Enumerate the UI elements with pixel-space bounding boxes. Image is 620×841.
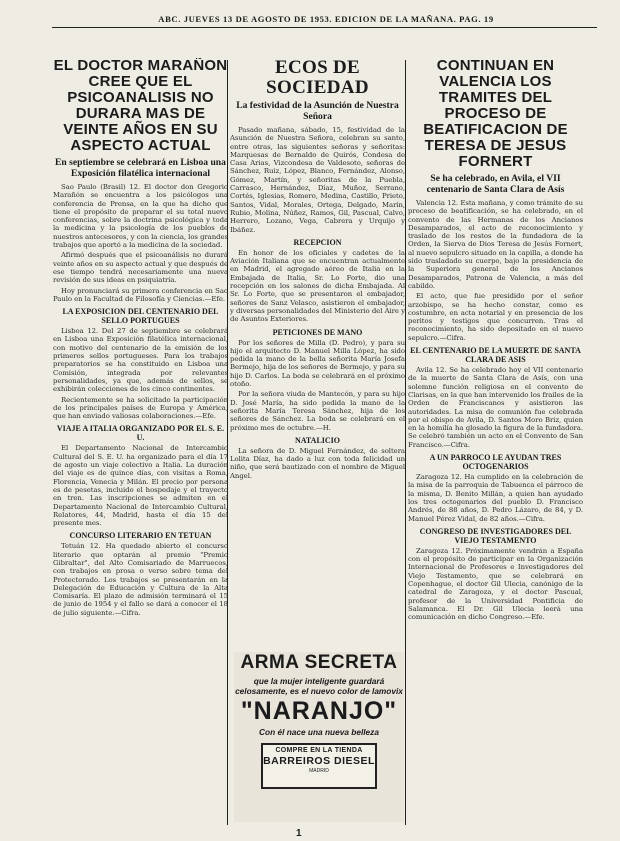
- article-paragraph: Zaragoza 12. Próximamente vendrán a España con el propósito de participar en la Organización Internacional de Profesores e Investigadores del Viejo Testamento, que se celebrará en Copenhague, el doctor Gil Ulecia, canónigo de la catedral de Zaragoza, y el doctor Pascual, profesor de la Universidad Pontificia de Salamanca. El Dr. Gil Ulecia leerá una comunicación en dicho Congreso.—Efe.: [408, 546, 583, 622]
- ad-badge-barreiros: [261, 743, 377, 789]
- headline-santa-clara: EL CENTENARIO DE LA MUERTE DE SANTA CLARA DE ASIS: [410, 346, 581, 365]
- headline-maranon: EL DOCTOR MARAÑON CREE QUE EL PSICOANALISIS NO DURARA MAS DE VEINTE AÑOS EN SU ASPECTO ACTUAL: [53, 58, 228, 154]
- article-paragraph: Valencia 12. Esta mañana, y como trámite de su proceso de beatificación, se ha celebrado, en el convento de las Hermanas de los Ancianos Desamparados, el acto de reconocimiento y traslado de los restos de la fundadora de la Orden, la Sierva de Dios Teresa de Jesús Fornert, al nuevo sepulcro situado en la capilla, a donde ha sido trasladado su cuerpo, bajo la presidencia de la Superiora general de los Ancianos Desamparados, Patrona de Valencia, a más del cabildo.: [408, 199, 583, 290]
- headline-peticiones: PETICIONES DE MANO: [272, 327, 363, 337]
- badge-sub: MADRID: [309, 768, 329, 774]
- column-left: [53, 58, 228, 828]
- article-paragraph: Hoy pronunciará su primera conferencia en Sao Paulo en la Facultad de Filosofía y Ciencias.—Efe.: [53, 286, 228, 303]
- column-right: [408, 58, 583, 828]
- running-head: ABC. JUEVES 13 DE AGOSTO DE 1953. EDICION DE LA MAÑANA. PAG. 19: [158, 14, 494, 24]
- article-paragraph: En honor de los oficiales y cadetes de la Aviación Italiana que se encuentran actualmente en Madrid, el agregado aéreo de Italia en la Embajada de Italia, Sr. Lo Forte, dio una recepción en los salones de dicha Embajada. Al Sr. Lo Forte, que se presentaron el embajador, señores de Sanz Velasco, asistieron el embajador, y diversas personalidades del Ministerio del Aire y de Asuntos Exteriores.: [230, 248, 405, 324]
- article-paragraph: Afirmó después que el psicoanálisis no durará veinte años en su aspecto actual y que después de ese tiempo tendrá necesariamente una nueva revisión de sus ideas en psiquiatría.: [53, 251, 228, 285]
- subhead-avila: Se ha celebrado, en Avila, el VII centenario de Santa Clara de Asís: [426, 173, 565, 195]
- ad-slogan: Con él nace una nueva belleza: [259, 727, 379, 737]
- article-paragraph: Por la señora viuda de Mantecón, y para su hijo D. José María, ha sido pedida la mano de la señorita María Teresa Sánchez, hija de los señores de Sánchez. La boda se celebrará en el próximo mes de octubre.—H.: [230, 390, 405, 432]
- article-paragraph: La señora de D. Miguel Fernández, de soltera Lolita Díaz, ha dado a luz con toda felicidad un niño, que será bautizado con el nombre de Miguel Angel.: [230, 446, 405, 480]
- headline-concurso: CONCURSO LITERARIO EN TETUAN: [69, 531, 212, 541]
- article-paragraph: El Departamento Nacional de Intercambio Cultural del S. E. U. ha organizado para el día 17 de agosto un viaje colectivo a Italia. La duración del viaje es de quince días, con visitas a Roma, Florencia, Venecia y Milán. El precio por persona es de pesetas, incluido el hospedaje y el trayecto en tren. Las inscripciones se admiten en el Departamento Nacional de Intercambio Cultural, Relatores, 44, Madrid, hasta el día 15 del presente mes.: [53, 444, 228, 528]
- ad-product-name: "NARANJO": [240, 697, 398, 725]
- article-paragraph: Por los señores de Milla (D. Pedro), y para su hijo el arquitecto D. Manuel Milla López, ha sido pedida la mano de la bella señorita María Josefa Bermejo, hija de los señores de Bermejo, y para su hijo D. Carlos. La boda se celebrará en el próximo otoño.: [230, 338, 405, 389]
- advertisement-naranjo: [234, 652, 404, 822]
- headline-natalicio: NATALICIO: [294, 435, 341, 445]
- article-paragraph: El acto, que fue presidido por el señor arzobispo, se ha hecho constar, como es costumbre, en acta notarial y en presencia de los peritos y testigos que concurren. Tras el reconocimiento, ha sido depositado en el nuevo sepulcro.—Cifra.: [408, 292, 583, 342]
- ad-tagline: que la mujer inteligente guardará celosamente, es el nuevo color de lamovix: [235, 676, 403, 696]
- headline-exposicion: LA EXPOSICION DEL CENTENARIO DEL SELLO PORTUGUES: [62, 307, 219, 326]
- headline-recepcion: RECEPCION: [293, 237, 342, 247]
- headline-valencia: CONTINUAN EN VALENCIA LOS TRAMITES DEL PROCESO DE BEATIFICACION DE TERESA DE JESUS FORNERT: [423, 58, 568, 170]
- headline-viaje-italia: VIAJE A ITALIA ORGANIZADO POR EL S. E. U.: [56, 424, 225, 443]
- headline-congreso: CONGRESO DE INVESTIGADORES DEL VIEJO TESTAMENTO: [419, 526, 572, 545]
- article-paragraph: Avila 12. Se ha celebrado hoy el VII centenario de la muerte de Santa Clara de Asís, con una solemne función religiosa en el convento de Clarisas, en la que han intervenido los frailes de la Orden de Franciscanos y asistieron las autoridades. La misa de comunión fue celebrada por el obispo de Avila, D. Santos Moro Briz, quien en la homilía ha glosado la figura de la fundadora. Se celebró también un acto en el Convento de San Francisco.—Cifra.: [408, 366, 583, 449]
- article-paragraph: Recientemente se ha solicitado la participación de los principales países de Europa y América, que han enviado valiosas colaboraciones.—Efe.: [53, 395, 228, 421]
- ad-title: ARMA SECRETA: [240, 652, 398, 673]
- column-middle: [230, 58, 405, 648]
- headline-parroco: A UN PARROCO LE AYUDAN TRES OCTOGENARIOS: [429, 453, 562, 472]
- header-rule: [52, 27, 597, 28]
- badge-brand: BARREIROS DIESEL: [263, 755, 375, 767]
- article-paragraph: Pasado mañana, sábado, 15, festividad de la Asunción de Nuestra Señora, celebran su santo, entre otras, las siguientes señoras y señoritas: Marquesas de Bernaldo de Quirós, Condesa de Casa Arias, Vizcondesa de Valdesoto, señoras de Sánchez, Ruiz, López, Blanco, Fernández, Alonso, Gómez, Martín, y señoritas de la Puebla, Carrasco, Hernández, Díaz, Muñoz, Serrano, Cortés, Iglesias, Romero, Medina, Castillo, Prieto, Santos, Vidal, Morales, Ortega, Delgado, Marín, Rubio, Molina, Núñez, Ramos, Gil, Pascual, Calvo, Herrero, Lozano, Vega, Cabrera y Urquijo y Ibáñez.: [230, 126, 405, 234]
- column-rule-2: [405, 60, 406, 825]
- subhead-asuncion: La festividad de la Asunción de Nuestra Señora: [236, 100, 399, 122]
- page-mark: 1: [296, 828, 302, 839]
- article-paragraph: Tetuán 12. Ha quedado abierto el concurso literario que optarán al premio "Premio Gibraltar", del Alto Comisariado de Marruecos, con trabajos en prosa o verso sobre tema del Protectorado. Los trabajos se presentarán en la Delegación de Educación y Cultura de la Alta Comisaría. El plazo de admisión terminará el 15 de junio de 1954 y el fallo se dará a conocer el 18 de julio siguiente.—Cifra.: [53, 542, 228, 617]
- section-title-ecos: ECOS DE SOCIEDAD: [266, 58, 369, 98]
- article-paragraph: Lisboa 12. Del 27 de septiembre se celebrará en Lisboa una Exposición filatélica internacional, con motivo del centenario de la emisión de los primeros sellos portugueses. Para los trabajos preparatorios se ha constituido en Lisboa una Comisión, integrada por relevantes personalidades, ya que, además de sellos, se exhibirán colecciones de los cinco continentes.: [53, 327, 228, 394]
- subhead-lisboa: En septiembre se celebrará en Lisboa una Exposición filatélica internacional: [55, 157, 226, 179]
- badge-top-line: COMPRE EN LA TIENDA: [275, 747, 363, 754]
- article-paragraph: Sao Paulo (Brasil) 12. El doctor don Gregorio Marañón se encuentra a los psicólogos una conferencia de Prensa, en la que ha dicho que tiene el propósito de preparar el su total nuevo conferencias, sobre la doctrina psicológica y toda la medicina y la psicología de los pueblos de nuestros antecesores, y con la ciencia, los grandes trabajos que aportó a la medicina de la sociedad.: [53, 183, 228, 250]
- article-paragraph: Zaragoza 12. Ha cumplido en la celebración de la misa de la parroquia de Tabuenca el párroco de la misma, D. Benito Millán, a quien han ayudado los tres octogenarios del pueblo D. Francisco Andrés, de 88 años, D. Pedro Lázaro, de 84, y D. Manuel Pérez Vidal, de 82 años.—Cifra.: [408, 473, 583, 523]
